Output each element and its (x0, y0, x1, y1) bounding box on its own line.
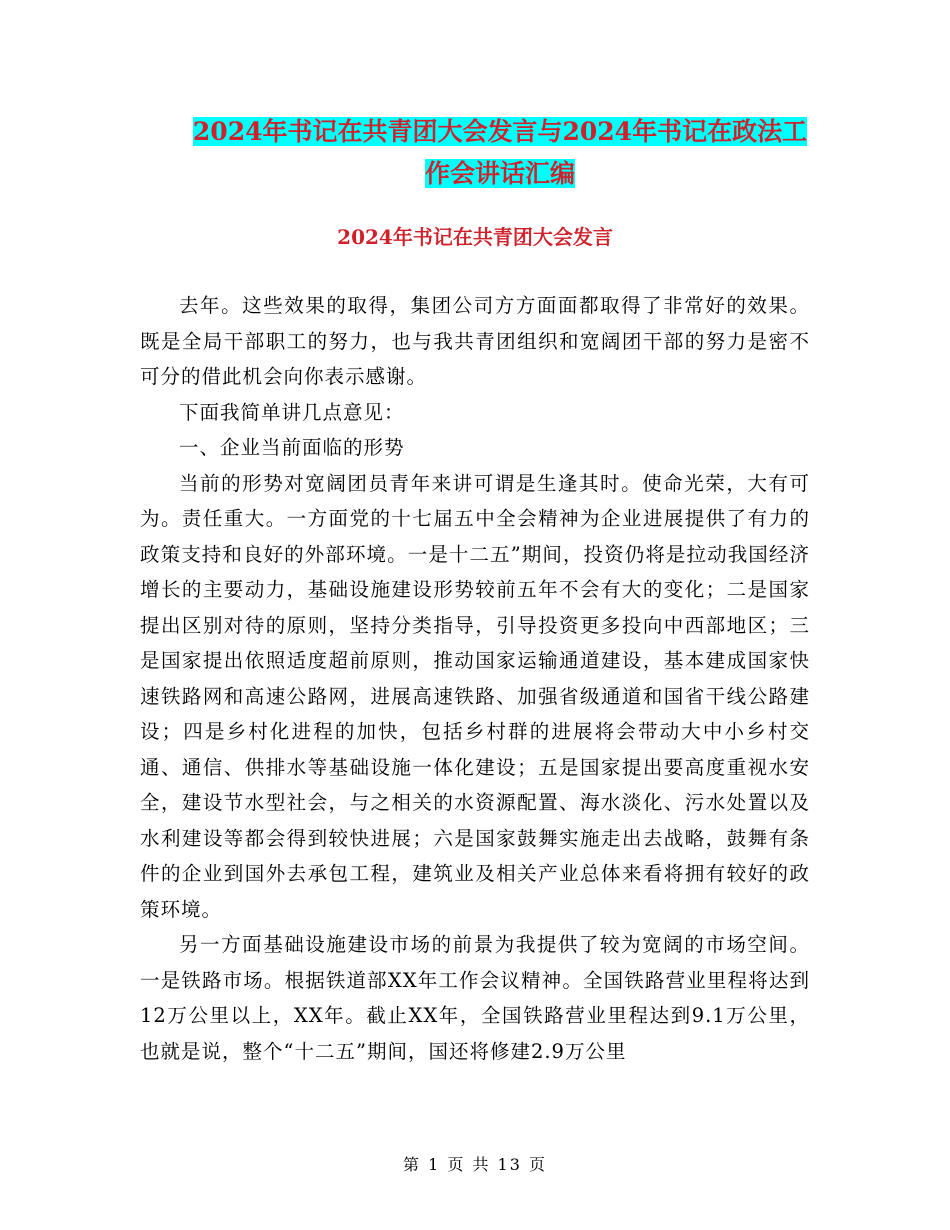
section-heading: 2024年书记在共青团大会发言 (337, 225, 613, 249)
document-title-line-2 (140, 152, 860, 196)
paragraph: 当前的形势对宽阔团员青年来讲可谓是生逢其时。使命光荣，大有可为。责任重大。一方面党的十七届五中全会精神为企业进展提供了有力的政策支持和良好的外部环境。一是十二五”期间，投资仍将是拉动我国经济增长的主要动力，基础设施建设形势较前五年不会有大的变化；二是国家提出区别对待的原则，坚持分类指导，引导投资更多投向中西部地区；三是国家提出依照适度超前原则，推动国家运输通道建设，基本建成国家快速铁路网和高速公路网，进展高速铁路、加强省级通道和国省干线公路建设；四是乡村化进程的加快，包括乡村群的进展将会带动大中小乡村交通、通信、供排水等基础设施一体化建设；五是国家提出要高度重视水安全，建设节水型社会，与之相关的水资源配置、海水淡化、污水处置以及水利建设等都会得到较快进展；六是国家鼓舞实施走出去战略，鼓舞有条件的企业到国外去承包工程，建筑业及相关产业总体来看将拥有较好的政策环境。 (140, 471, 810, 921)
paragraph: 另一方面基础设施建设市场的前景为我提供了较为宽阔的市场空间。一是铁路市场。根据铁道部XX年工作会议精神。全国铁路营业里程将达到12万公里以上，XX年。截止XX年，全国铁路营业里程达到9.1万公里，也就是说，整个“十二五”期间，国还将修建2.9万公里 (140, 933, 810, 1063)
paragraph: 一、企业当前面临的形势 (179, 436, 405, 459)
document-body (140, 288, 810, 1069)
title-highlight-2: 作会讲话汇编 (424, 159, 575, 188)
paragraph: 下面我简单讲几点意见： (179, 400, 405, 424)
page-footer: 第 1 页 共 13 页 (403, 1155, 547, 1174)
document-title-line-1 (140, 110, 860, 154)
paragraph: 去年。这些效果的取得，集团公司方方面面都取得了非常好的效果。既是全局干部职工的努力，也与我共青团组织和宽阔团干部的努力是密不可分的借此机会向你表示感谢。 (140, 294, 810, 388)
title-highlight-1: 2024年书记在共青团大会发言与2024年书记在政法工 (192, 117, 808, 146)
